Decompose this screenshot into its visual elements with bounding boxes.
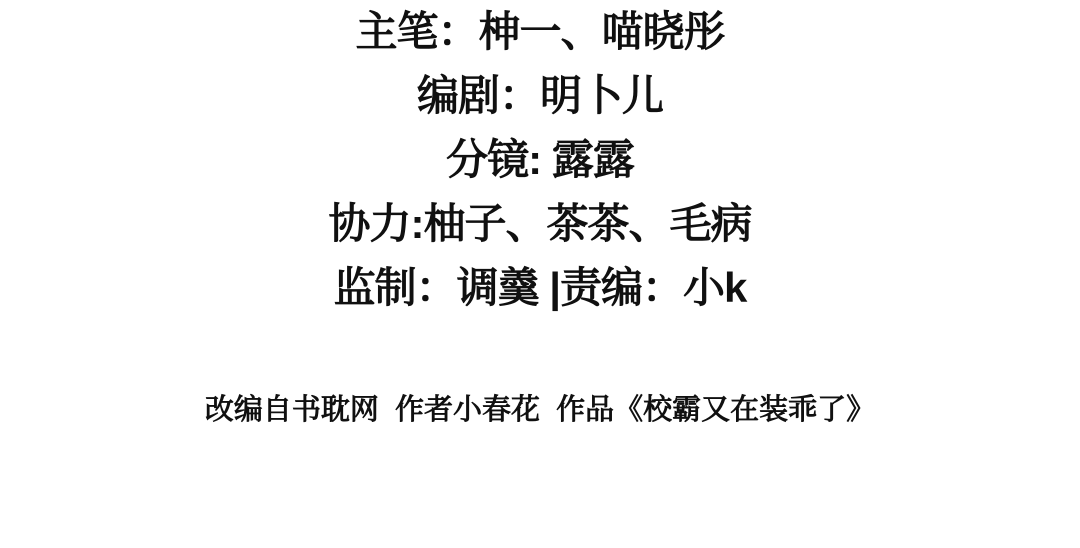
- credit-line-screenwriter: 编剧：明卜儿: [416, 72, 663, 119]
- adaptation-source-line: 改编自书耽网 作者小春花 作品《校霸又在装乖了》: [204, 394, 876, 426]
- credit-line-lead-artist: 主笔：柛一、喵晓彤: [355, 8, 725, 55]
- credit-line-assistants: 协力:柚子、茶茶、毛病: [328, 200, 752, 247]
- credit-line-supervisor-editor: 监制：调羹 |责编：小k: [333, 264, 747, 311]
- credit-line-storyboard: 分镜: 露露: [446, 136, 634, 183]
